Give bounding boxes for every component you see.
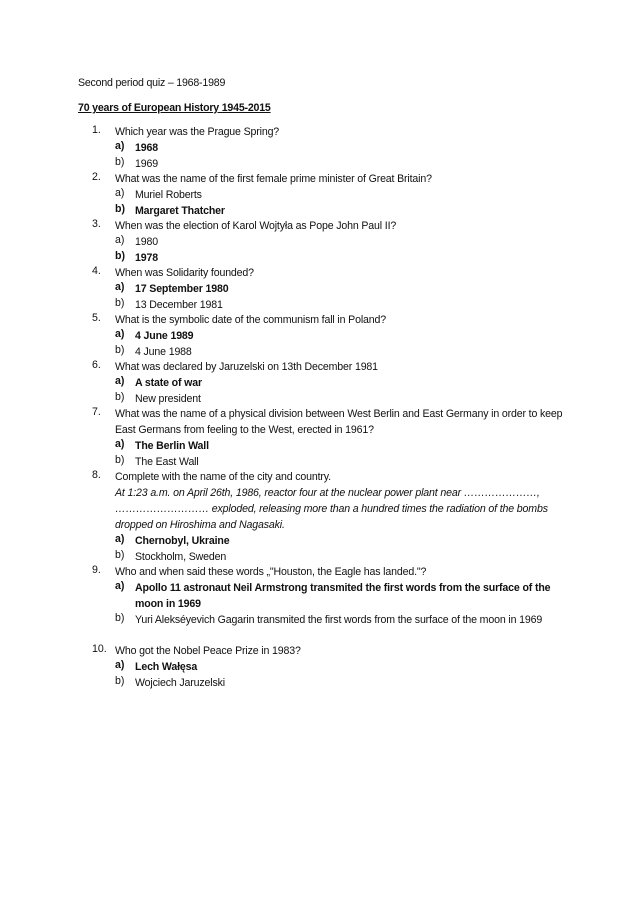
question-number: 9. (92, 564, 101, 576)
option-label: b) (115, 675, 125, 687)
option-text: A state of war (135, 377, 202, 389)
option-text: Apollo 11 astronaut Neil Armstrong transmited the first words from the surface of the moon in 1969 (135, 582, 551, 610)
question-text: Who got the Nobel Peace Prize in 1983? (115, 645, 301, 657)
option-label: b) (115, 549, 125, 561)
question-passage: At 1:23 a.m. on April 26th, 1986, reactor four at the nuclear power plant near …………………, ……………………… exploded, releasing more than a hundred times the radiation of the bombs dropped on Hiroshima and Nagasaki. (115, 487, 548, 531)
option-text: Lech Wałęsa (135, 661, 198, 673)
option-label: a) (115, 328, 125, 340)
option-text: Chernobyl, Ukraine (135, 535, 230, 547)
option-text: 17 September 1980 (135, 283, 229, 295)
option-text: 1969 (135, 158, 158, 170)
option-text: The Berlin Wall (135, 440, 209, 452)
question-number: 4. (92, 265, 101, 277)
option-text: The East Wall (135, 456, 199, 468)
option-label: b) (115, 297, 125, 309)
option-label: a) (115, 140, 125, 152)
question-text: Complete with the name of the city and country. (115, 471, 331, 483)
option-text: 13 December 1981 (135, 299, 223, 311)
question-number: 5. (92, 312, 101, 324)
option-text: 1980 (135, 236, 158, 248)
question-text: Who and when said these words „"Houston, the Eagle has landed."? (115, 566, 427, 578)
option-label: a) (115, 187, 125, 199)
option-text: Margaret Thatcher (135, 205, 225, 217)
option-text: 1968 (135, 142, 158, 154)
question-number: 2. (92, 171, 101, 183)
option-label: a) (115, 533, 125, 545)
question-text: When was the election of Karol Wojtyła as Pope John Paul II? (115, 220, 397, 232)
option-label: b) (115, 612, 125, 624)
option-label: b) (115, 203, 125, 215)
option-text: 4 June 1989 (135, 330, 194, 342)
question-number: 1. (92, 124, 101, 136)
question-text: When was Solidarity founded? (115, 267, 254, 279)
question-text: What was the name of the first female prime minister of Great Britain? (115, 173, 432, 185)
option-label: a) (115, 438, 125, 450)
question-number: 7. (92, 406, 101, 418)
option-text: Yuri Alekséyevich Gagarin transmited the first words from the surface of the moon in 1969 (135, 614, 543, 626)
option-label: b) (115, 454, 125, 466)
option-label: a) (115, 659, 125, 671)
question-number: 8. (92, 469, 101, 481)
question-text: What is the symbolic date of the communism fall in Poland? (115, 314, 386, 326)
question-number: 10. (92, 643, 107, 655)
question-number: 6. (92, 359, 101, 371)
question-number: 3. (92, 218, 101, 230)
question-text: Which year was the Prague Spring? (115, 126, 280, 138)
option-label: a) (115, 375, 125, 387)
option-label: a) (115, 281, 125, 293)
option-text: 4 June 1988 (135, 346, 192, 358)
option-text: 1978 (135, 252, 158, 264)
question-text: What was the name of a physical division between West Berlin and East Germany in order to keep East Germans from feeling to the West, erected in 1961? (115, 408, 563, 436)
option-label: b) (115, 156, 125, 168)
quiz-title: 70 years of European History 1945-2015 (78, 102, 271, 114)
quiz-subtitle: Second period quiz – 1968-1989 (78, 77, 226, 89)
option-text: New president (135, 393, 201, 405)
option-label: a) (115, 580, 125, 592)
option-label: b) (115, 391, 125, 403)
question-text: What was declared by Jaruzelski on 13th December 1981 (115, 361, 378, 373)
option-label: b) (115, 344, 125, 356)
option-label: a) (115, 234, 125, 246)
option-text: Muriel Roberts (135, 189, 202, 201)
option-text: Stockholm, Sweden (135, 551, 227, 563)
option-label: b) (115, 250, 125, 262)
option-text: Wojciech Jaruzelski (135, 677, 225, 689)
